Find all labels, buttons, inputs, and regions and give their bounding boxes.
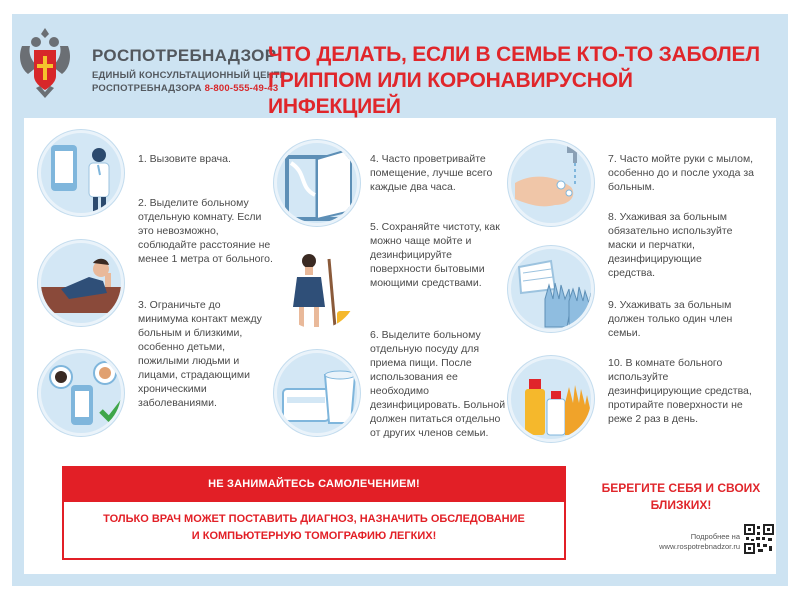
people-contact-icon <box>38 350 124 436</box>
doctor-notice <box>62 502 566 560</box>
step-3-text: 3. Ограничьте до минимума контакт между больным и близкими, особенно детьми, пожилыми людьми и лицами, страдающими хроническими заболеваниями. <box>138 299 262 409</box>
handwashing-icon <box>508 140 594 226</box>
step-4-text: 4. Часто проветривайте помещение, лучше всего каждые два часа. <box>370 153 493 193</box>
step-10-text: 10. В комнате больного используйте дезинфицирующие средства, протирайте поверхности не реже 2 раз в день. <box>608 357 752 425</box>
step-8-text: 8. Ухаживая за больным обязательно используйте маски и перчатки, дезинфицирующие средства. <box>608 211 733 279</box>
care-message-line2: БЛИЗКИХ! <box>650 498 712 512</box>
dishes-icon <box>274 350 360 436</box>
step-5-text: 5. Сохраняйте чистоту, как можно чаще мойте и дезинфицируйте поверхности бытовыми моющими средствами. <box>370 221 500 289</box>
more-info-label: Подробнее на <box>690 532 740 541</box>
step-9-text: 9. Ухаживать за больным должен только один член семьи. <box>608 299 733 339</box>
disinfectant-icon <box>508 356 594 442</box>
window-icon <box>274 140 360 226</box>
org-subtitle-line2 <box>92 83 278 94</box>
more-info-url[interactable]: www.rospotrebnadzor.ru <box>659 542 740 551</box>
step-7-text: 7. Часто мойте руки с мылом, особенно до и после ухода за больным. <box>608 153 754 193</box>
cleaning-icon <box>274 246 360 332</box>
org-name: РОСПОТРЕБНАДЗОР <box>92 46 277 65</box>
doctor-notice-line2: И КОМПЬЮТЕРНУЮ ТОМОГРАФИЮ ЛЕГКИХ! <box>191 530 437 542</box>
mask-gloves-icon <box>508 246 594 332</box>
poster-title: ЧТО ДЕЛАТЬ, ЕСЛИ В СЕМЬЕ КТО-ТО ЗАБОЛЕЛ ГРИППОМ ИЛИ КОРОНАВИРУСНОЙ ИНФЕКЦИЕЙ <box>268 43 760 118</box>
more-info <box>644 532 740 552</box>
step-6-text: 6. Выделите больному отдельную посуду для приема пищи. После использования ее необходимо дезинфицировать. Больной должен питаться отдельно от других членов семьи. <box>370 329 506 439</box>
warning-banner: НЕ ЗАНИМАЙТЕСЬ САМОЛЕЧЕНИЕМ! <box>62 466 566 502</box>
care-message <box>596 480 766 514</box>
hotline-phone[interactable]: 8-800-555-49-43 <box>204 83 279 94</box>
emblem-icon <box>14 22 76 104</box>
care-message-line1: БЕРЕГИТЕ СЕБЯ И СВОИХ <box>601 481 761 495</box>
doctor-notice-line1: ТОЛЬКО ВРАЧ МОЖЕТ ПОСТАВИТЬ ДИАГНОЗ, НАЗНАЧИТЬ ОБСЛЕДОВАНИЕ <box>103 513 525 525</box>
sick-person-icon <box>38 240 124 326</box>
step-2-text: 2. Выделите больному отдельную комнату. Если это невозможно, соблюдайте расстояние не менее 1 метра от больного. <box>138 197 273 265</box>
phone-doctor-icon <box>38 130 124 216</box>
step-1-text: 1. Вызовите врача. <box>138 153 231 165</box>
org-subtitle-line1: ЕДИНЫЙ КОНСУЛЬТАЦИОННЫЙ ЦЕНТР <box>92 70 287 81</box>
org-subtitle-name: РОСПОТРЕБНАДЗОРА <box>92 83 202 94</box>
qr-code-icon[interactable] <box>744 524 774 554</box>
